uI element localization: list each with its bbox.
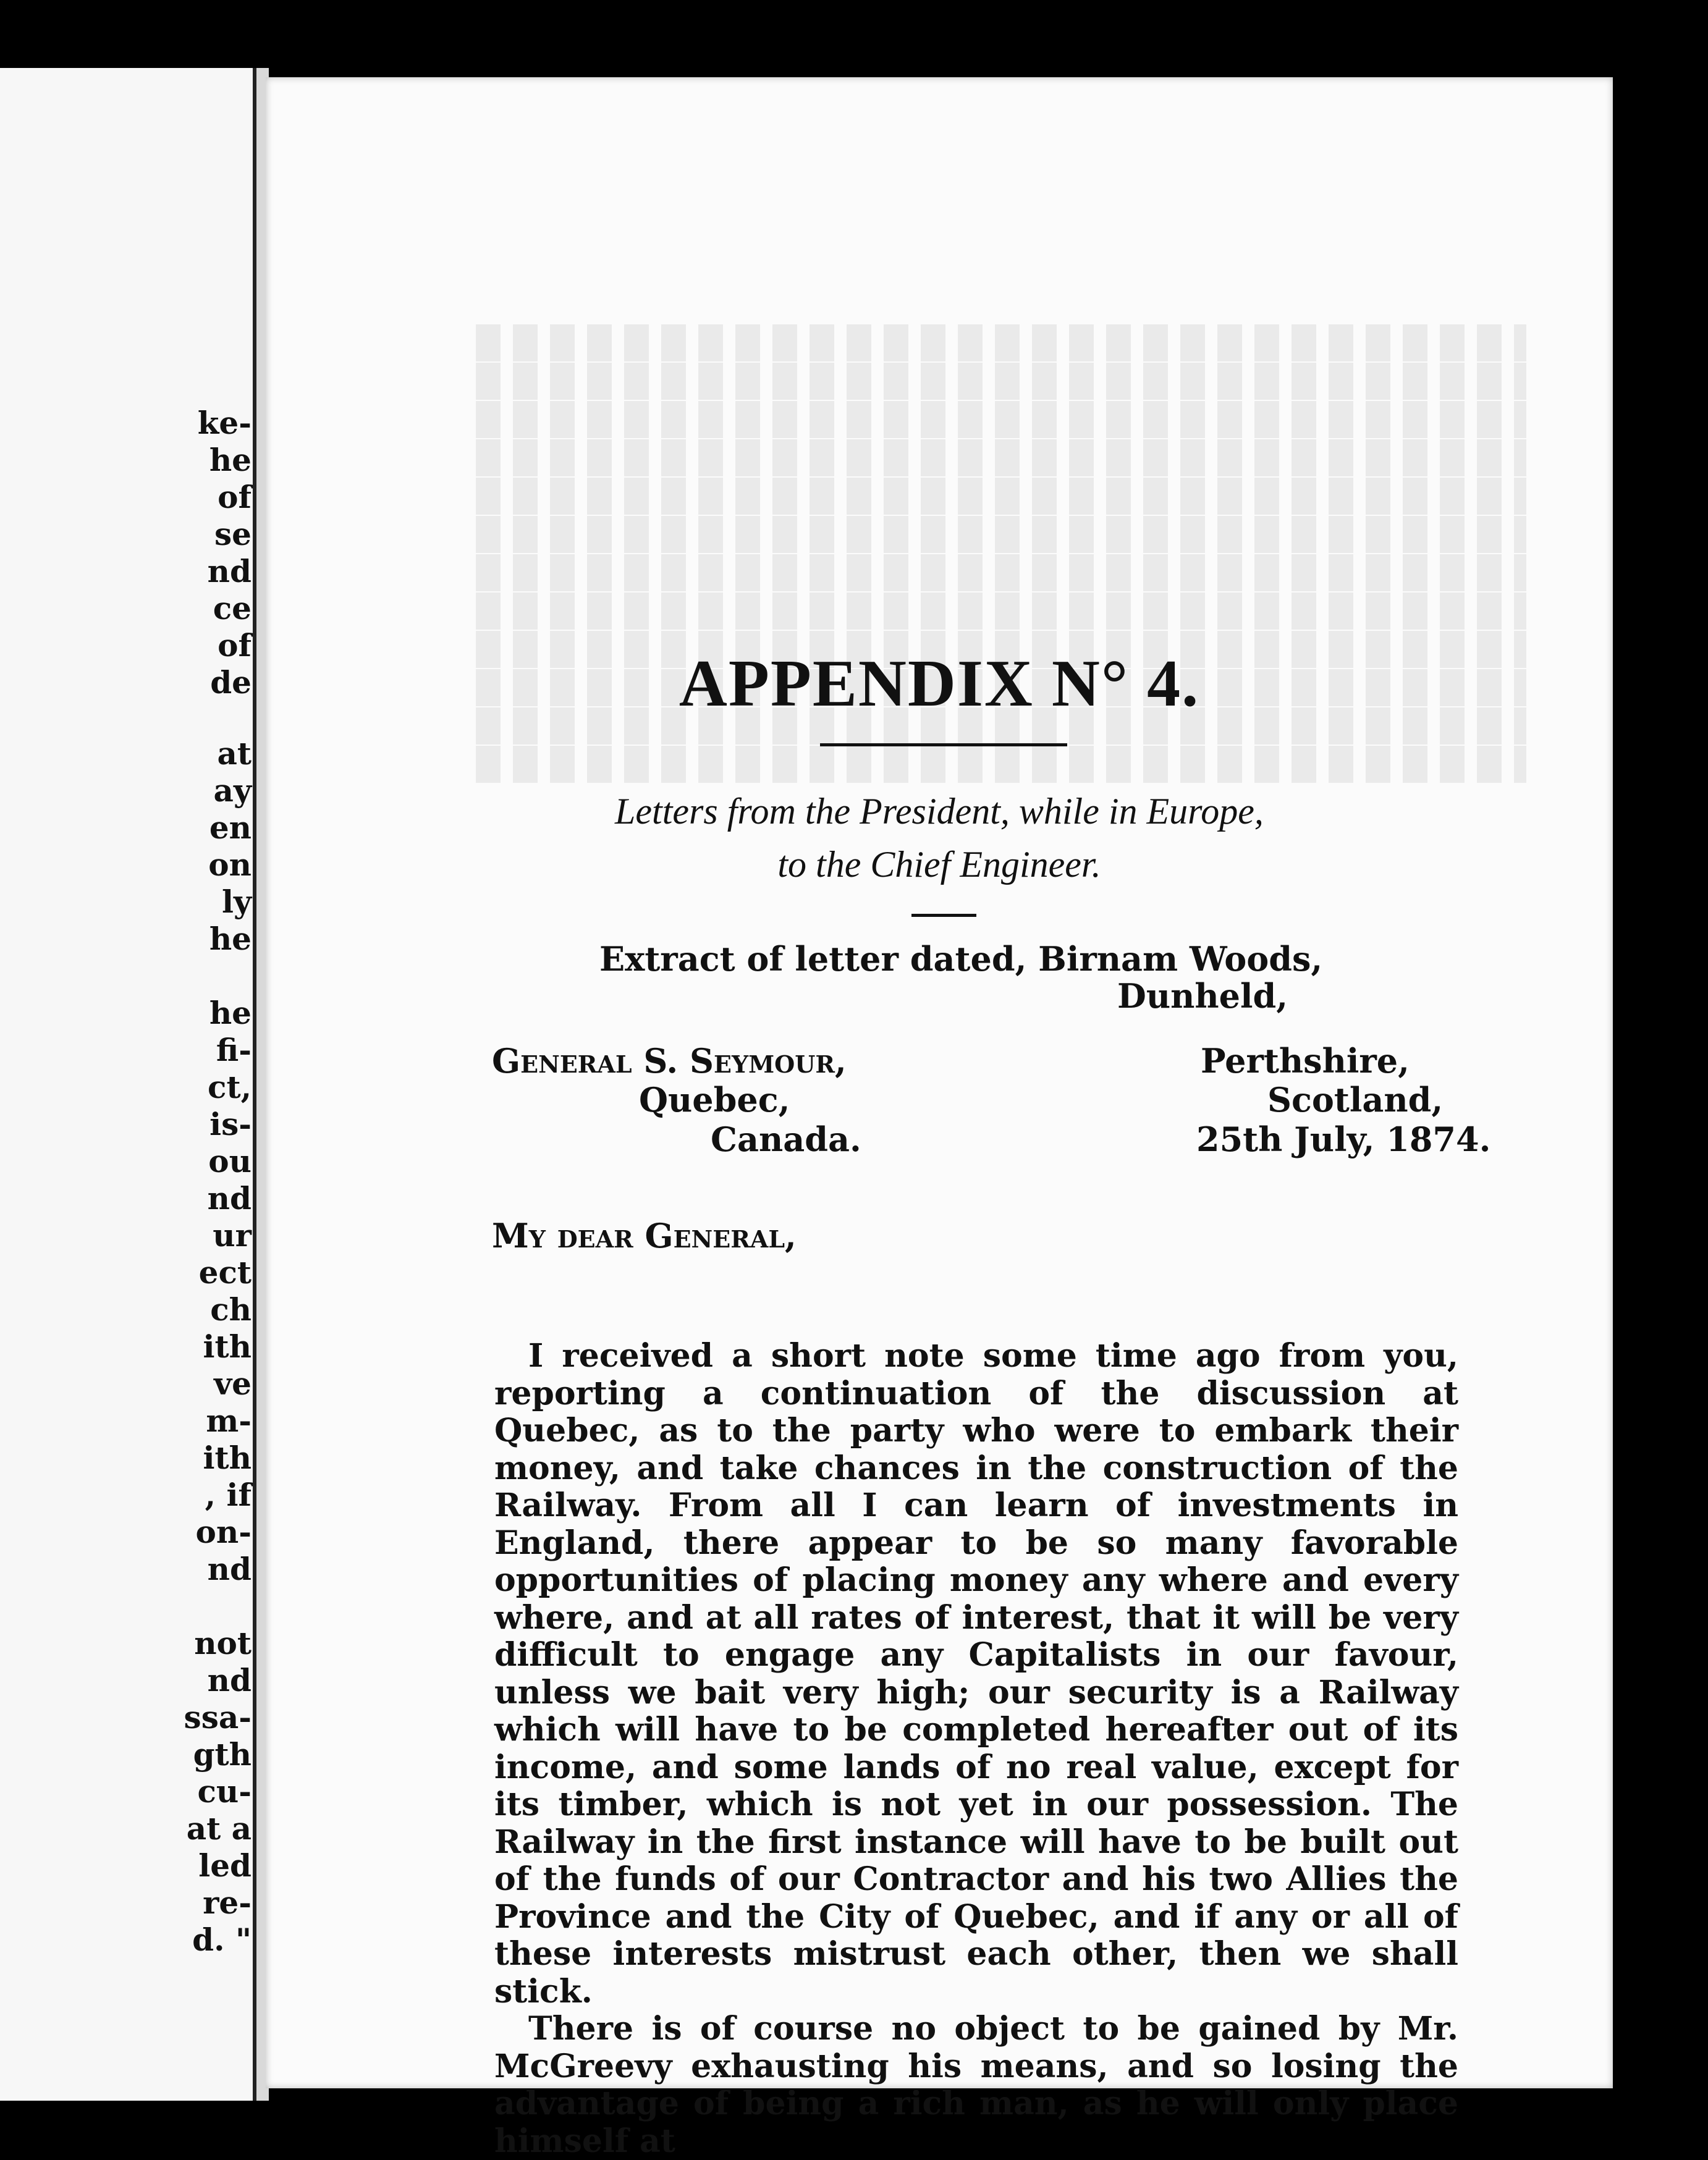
page-title: APPENDIX N° 4. bbox=[679, 647, 1200, 720]
left-page-line-fragment: d. " bbox=[192, 1922, 252, 1958]
left-page-line-fragment: is- bbox=[209, 1106, 252, 1142]
left-page-line-fragment: ou bbox=[208, 1143, 252, 1179]
letter-date: 25th July, 1874. bbox=[1196, 1120, 1491, 1159]
left-page-line-fragment: he bbox=[209, 995, 252, 1031]
left-page-line-fragment: nd bbox=[207, 553, 252, 589]
left-page-line-fragment: gth bbox=[193, 1736, 252, 1773]
left-page-line-fragment: ssa- bbox=[184, 1699, 252, 1736]
left-page-line-fragment: nd bbox=[207, 1551, 252, 1587]
recipient-city: Quebec, bbox=[639, 1080, 790, 1120]
main-page bbox=[266, 77, 1613, 2160]
left-page-line-fragment: re- bbox=[203, 1884, 252, 1921]
left-page-line-fragment: not bbox=[194, 1625, 252, 1661]
left-page-line-fragment: ect bbox=[198, 1254, 252, 1291]
left-page-line-fragment: at a bbox=[186, 1810, 252, 1847]
place-scotland: Scotland, bbox=[1267, 1080, 1444, 1120]
left-page-line-fragment: m- bbox=[206, 1403, 252, 1439]
left-page-line-fragment: , if bbox=[205, 1477, 252, 1513]
show-through-text bbox=[476, 324, 1526, 806]
letter-body bbox=[494, 1338, 1458, 2160]
left-page-line-fragment: fi- bbox=[216, 1032, 252, 1068]
body-paragraph: There is of course no object to be gained by Mr. McGreevy exhausting his means, and so losing the advantage of being a rich man, as he will only place himself at bbox=[494, 2010, 1458, 2160]
subtitle-rule bbox=[911, 914, 976, 917]
page-subtitle: Letters from the President, while in Europe, to the Chief Engineer. bbox=[615, 791, 1264, 885]
left-page-line-fragment: ay bbox=[213, 772, 252, 809]
recipient-country: Canada. bbox=[711, 1120, 861, 1159]
left-page-line-fragment: ly bbox=[221, 884, 252, 920]
left-page-line-fragment: ur bbox=[213, 1217, 252, 1254]
left-page-line-fragment: ke- bbox=[197, 405, 252, 441]
left-page-line-fragment: ith bbox=[203, 1440, 252, 1476]
place-dunheld: Dunheld, bbox=[1117, 976, 1288, 1016]
left-page-line-fragment: ch bbox=[210, 1291, 252, 1328]
place-perthshire: Perthshire, bbox=[1201, 1041, 1410, 1081]
left-page-line-fragment: led bbox=[198, 1847, 252, 1884]
left-page-line-fragment: on bbox=[208, 846, 252, 883]
left-page-line-fragment: ith bbox=[203, 1328, 252, 1365]
left-page-line-fragment: he bbox=[209, 921, 252, 957]
left-page-line-fragment: de bbox=[210, 664, 252, 701]
salutation: My dear General, bbox=[492, 1216, 797, 1255]
extract-line: Extract of letter dated, Birnam Woods, bbox=[599, 939, 1323, 979]
left-page-line-fragment: on- bbox=[195, 1514, 252, 1550]
left-page-line-fragment: nd bbox=[207, 1662, 252, 1698]
left-page-line-fragment: cu- bbox=[197, 1773, 252, 1810]
left-page-line-fragment: at bbox=[217, 735, 252, 772]
recipient-name: General S. Seymour, bbox=[492, 1041, 847, 1081]
left-page-line-fragment: nd bbox=[207, 1180, 252, 1217]
title-rule bbox=[820, 743, 1067, 746]
left-page-line-fragment: ct, bbox=[208, 1069, 252, 1105]
left-page-line-fragment: ve bbox=[214, 1365, 252, 1402]
left-page-line-fragment: of bbox=[218, 479, 252, 515]
left-page-line-fragment: he bbox=[209, 442, 252, 478]
left-page-line-fragment: ce bbox=[213, 590, 252, 626]
body-paragraph: I received a short note some time ago from you, reporting a continuation of the discussion at Quebec, as to the party who were to embark their money, and take chances in the construction of the Railway. From all I can learn of investments in England, there appear to be so many favorable opportunities of placing money any where and every where, and at all rates of interest, that it will be very difficult to engage any Capitalists in our favour, unless we bait very high; our security is a Railway which will have to be completed hereafter out of its income, and some lands of no real value, except for its timber, which is not yet in our possession. The Railway in the first instance will have to be built out of the funds of our Contractor and his two Allies the Province and the City of Quebec, and if any or all of these interests mistrust each other, then we shall stick. bbox=[494, 1337, 1458, 2010]
left-page-line-fragment: se bbox=[214, 516, 252, 552]
left-page-fragment bbox=[0, 68, 256, 2101]
left-page-line-fragment: en bbox=[209, 809, 252, 846]
left-page-line-fragment: of bbox=[218, 627, 252, 664]
